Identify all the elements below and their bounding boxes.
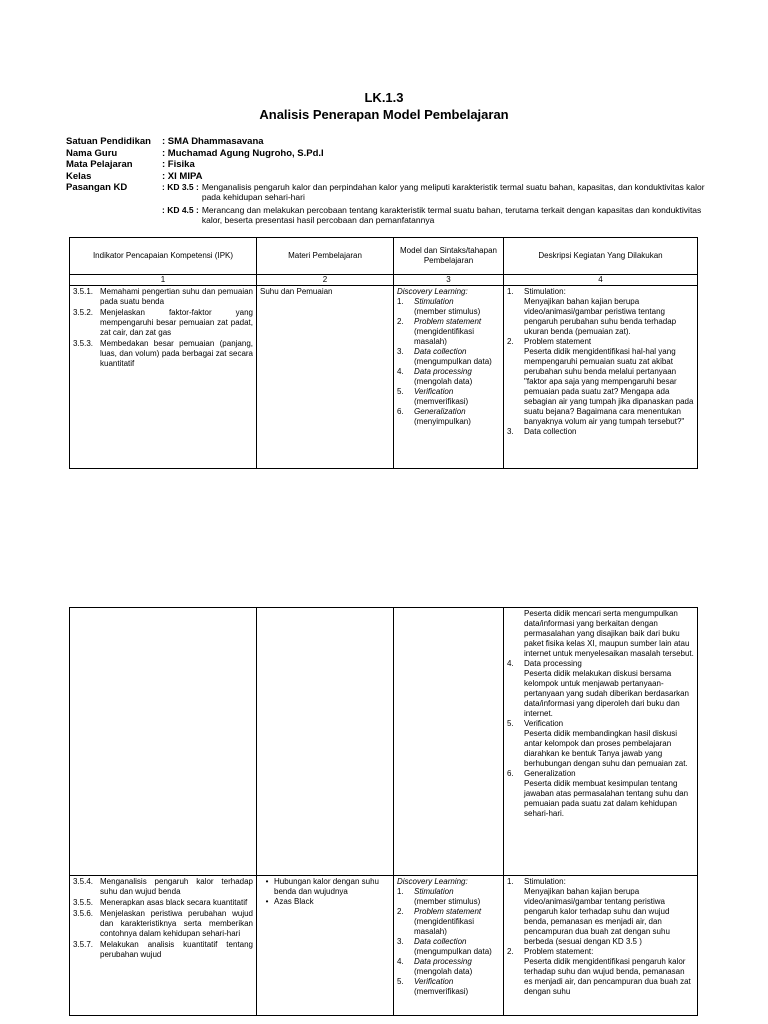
step-number: 6. — [397, 407, 404, 416]
step-sub: (mengumpulkan data) — [414, 947, 492, 956]
description-title: Generalization — [524, 769, 576, 778]
bullet-icon: • — [265, 897, 269, 906]
step-item — [397, 977, 500, 997]
document-code: LK.1.3 — [364, 90, 404, 105]
bullet-icon: • — [265, 877, 269, 886]
indicator-item — [73, 940, 253, 960]
description-title: Problem statement — [524, 337, 592, 346]
step-number: 5. — [397, 977, 404, 986]
meta-label: Kelas — [66, 170, 92, 182]
kd-text: Merancang dan melakukan percobaan tentang karakteristik termal suatu bahan, terutama terkait dengan kapasitas dan konduktivitas kalor, beserta presentasi hasil percobaan dan pemanfatannya — [201, 205, 702, 225]
description-title: Data collection — [524, 427, 577, 436]
description-item — [507, 769, 694, 779]
indicator-cell — [70, 608, 257, 876]
step-name: Problem statement — [414, 317, 482, 326]
step-item — [397, 887, 500, 907]
step-item — [397, 297, 500, 317]
step-sub: (member stimulus) — [414, 307, 481, 316]
description-title: Problem statement: — [524, 947, 594, 956]
analysis-table-continued — [69, 607, 698, 1016]
indicator-number: 3.5.5. — [73, 898, 94, 907]
step-sub: (mengidentifikasi masalah) — [414, 917, 475, 936]
step-sub: (mengolah data) — [414, 967, 473, 976]
indicator-text: Menjelaskan peristiwa perubahan wujud dan karakteristiknya serta memberikan contohnya dalam kehidupan sehari-hari — [100, 909, 253, 938]
description-number: 1. — [507, 877, 514, 886]
indicator-cell — [70, 876, 257, 1016]
column-number: 3 — [394, 275, 504, 286]
column-number-row — [70, 275, 698, 286]
description-cell — [504, 286, 698, 469]
step-number: 1. — [397, 297, 404, 306]
indicator-number: 3.5.6. — [73, 909, 94, 918]
indicator-item — [73, 308, 253, 338]
step-name: Verification — [414, 977, 454, 986]
model-cell — [394, 286, 504, 469]
kd-code: : KD 3.5 : — [162, 182, 199, 192]
meta-label: Satuan Pendidikan — [66, 136, 151, 147]
indicator-item — [73, 287, 253, 307]
step-number: 4. — [397, 367, 404, 376]
document-page-1 — [0, 0, 768, 500]
materi-cell — [257, 876, 394, 1016]
step-number: 4. — [397, 957, 404, 966]
step-name: Data collection — [414, 347, 467, 356]
kd-item — [162, 205, 706, 225]
column-header: Model dan Sintaks/tahapan Pembelajaran — [394, 238, 504, 275]
description-title: Verification — [524, 719, 564, 728]
indicator-number: 3.5.1. — [73, 287, 94, 296]
step-name: Stimulation — [414, 297, 454, 306]
step-item — [397, 407, 500, 427]
indicator-item — [73, 898, 253, 908]
step-sub: (mengumpulkan data) — [414, 357, 492, 366]
description-number: 2. — [507, 337, 514, 346]
indicator-text: Membedakan besar pemuaian (panjang, luas, dan volum) pada berbagai zat secara kuantitatif — [100, 339, 253, 368]
table-row — [70, 876, 698, 1016]
step-name: Verification — [414, 387, 454, 396]
table-row — [70, 286, 698, 469]
description-body: Menyajikan bahan kajian berupa video/animasi/gambar tentang peristiwa pengaruh kalor terhadap suhu dan wujud benda, pemanasan es menjadi air, dan pencampuran dua buah zat dengan suhu berbeda (sesuai dengan KD 3.5 ) — [524, 887, 670, 946]
step-item — [397, 387, 500, 407]
indicator-text: Menjelaskan faktor-faktor yang mempengaruhi besar pemuaian zat padat, zat cair, dan zat gas — [100, 308, 253, 337]
indicator-text: Menganalisis pengaruh kalor terhadap suhu dan wujud benda — [100, 877, 253, 896]
indicator-number: 3.5.7. — [73, 940, 94, 949]
description-item — [507, 947, 694, 957]
step-sub: (memverifikasi) — [414, 397, 469, 406]
meta-value: : XI MIPA — [162, 170, 203, 182]
analysis-table — [69, 237, 698, 469]
description-body: Peserta didik mengidentifikasi hal-hal yang mempengaruhi pemuaian suatu zat akibat perubahan suhu benda melalui pertanyaan "faktor apa saja yang mempengaruhi besar pemuaian pada suatu zat? Mengapa ada sebagian air yang tumpah jika dipanaskan pada suatu bejana? Bagaimana cara menentukan banyaknya volum air yang tumpah tersebut?" — [524, 347, 694, 426]
page-gap — [0, 500, 768, 607]
materi-cell — [257, 608, 394, 876]
document-page-2 — [0, 607, 768, 1024]
kd-item — [162, 182, 706, 202]
column-number: 2 — [257, 275, 394, 286]
description-cell — [504, 608, 698, 876]
indicator-number: 3.5.4. — [73, 877, 94, 886]
description-body: Peserta didik membuat kesimpulan tentang jawaban atas permasalahan tentang suhu dan pemuaian pada suatu zat dalam kehidupan sehari-hari. — [524, 779, 689, 818]
step-sub: (member stimulus) — [414, 897, 481, 906]
kd-list — [162, 182, 706, 225]
step-item — [397, 907, 500, 937]
description-number: 3. — [507, 427, 514, 436]
materi-item — [260, 897, 390, 907]
meta-label: Mata Pelajaran — [66, 159, 133, 170]
description-item — [507, 659, 694, 669]
description-body: Peserta didik membandingkan hasil diskusi antar kelompok dan proses pembelajaran diarahkan ke bentuk Tanya jawab yang berhubungan dengan suhu dan pemuaian zat. — [524, 729, 688, 768]
table-row — [70, 608, 698, 876]
step-name: Problem statement — [414, 907, 482, 916]
description-number: 4. — [507, 659, 514, 668]
description-title: Data processing — [524, 659, 582, 668]
description-cell — [504, 876, 698, 1016]
document-title: Analisis Penerapan Model Pembelajaran — [259, 107, 509, 122]
indicator-number: 3.5.3. — [73, 339, 94, 348]
indicator-text: Menerapkan asas black secara kuantitatif — [100, 898, 248, 907]
kd-text: Menganalisis pengaruh kalor dan perpindahan kalor yang meliputi karakteristik termal suatu bahan, kapasitas, dan konduktivitas kalor pada kehidupan sehari-hari — [201, 182, 705, 202]
step-name: Data collection — [414, 937, 467, 946]
description-body: Peserta didik mengidentifikasi pengaruh kalor terhadap suhu dan wujud benda, pemanasan es menjadi air, dan pencampuran dua buah zat dengan suhu — [524, 957, 691, 996]
description-body: Peserta didik melakukan diskusi bersama kelompok untuk menjawab pertanyaan-pertanyaan yang sudah diberikan berdasarkan data/informasi yang diperoleh dari buku dan internet. — [524, 669, 690, 718]
step-name: Stimulation — [414, 887, 454, 896]
kd-code: : KD 4.5 : — [162, 205, 199, 215]
description-number: 6. — [507, 769, 514, 778]
column-header: Indikator Pencapaian Kompetensi (IPK) — [70, 238, 257, 275]
step-item — [397, 937, 500, 957]
description-item — [507, 427, 694, 437]
description-item — [507, 877, 694, 887]
materi-text: Hubungan kalor dengan suhu benda dan wujudnya — [274, 877, 379, 896]
indicator-item — [73, 877, 253, 897]
materi-cell: Suhu dan Pemuaian — [257, 286, 394, 469]
step-sub: (memverifikasi) — [414, 987, 469, 996]
step-number: 1. — [397, 887, 404, 896]
column-number: 1 — [70, 275, 257, 286]
description-body: Peserta didik mencari serta mengumpulkan data/informasi yang berkaitan dengan permasalahan yang disajikan baik dari buku paket fisika kelas XI, maupun sumber lain atau internet untuk menyelesaikan masalah tersebut. — [524, 609, 694, 658]
description-item — [507, 287, 694, 297]
table-header-row — [70, 238, 698, 275]
model-cell — [394, 876, 504, 1016]
step-number: 3. — [397, 347, 404, 356]
step-name: Data processing — [414, 957, 472, 966]
step-number: 2. — [397, 907, 404, 916]
indicator-item — [73, 909, 253, 939]
meta-row — [66, 148, 706, 160]
indicator-text: Memahami pengertian suhu dan pemuaian pada suatu benda — [100, 287, 253, 306]
description-item — [507, 337, 694, 347]
step-sub: (mengidentifikasi masalah) — [414, 327, 475, 346]
step-item — [397, 347, 500, 367]
step-item — [397, 317, 500, 347]
model-title: Discovery Learning: — [397, 877, 468, 886]
meta-row — [66, 136, 706, 148]
meta-row — [66, 171, 706, 183]
column-number: 4 — [504, 275, 698, 286]
step-sub: (mengolah data) — [414, 377, 473, 386]
step-item — [397, 957, 500, 977]
description-item — [507, 719, 694, 729]
meta-value: : SMA Dhammasavana — [162, 136, 264, 147]
column-header: Deskripsi Kegiatan Yang Dilakukan — [504, 238, 698, 275]
step-number: 5. — [397, 387, 404, 396]
description-number: 5. — [507, 719, 514, 728]
identity-block — [66, 136, 706, 225]
meta-value: : Muchamad Agung Nugroho, S.Pd.I — [162, 147, 324, 159]
description-title: Stimulation: — [524, 877, 566, 886]
meta-label: Pasangan KD — [66, 182, 128, 193]
indicator-text: Melakukan analisis kuantitatif tentang perubahan wujud — [100, 940, 253, 959]
materi-item — [260, 877, 390, 897]
description-number: 2. — [507, 947, 514, 956]
step-name: Generalization — [414, 407, 466, 416]
model-title: Discovery Learning: — [397, 287, 468, 296]
indicator-number: 3.5.2. — [73, 308, 94, 317]
meta-value: : Fisika — [162, 159, 195, 170]
meta-row — [66, 182, 706, 225]
step-number: 3. — [397, 937, 404, 946]
step-item — [397, 367, 500, 387]
column-header: Materi Pembelajaran — [257, 238, 394, 275]
step-name: Data processing — [414, 367, 472, 376]
description-title: Stimulation: — [524, 287, 566, 296]
step-number: 2. — [397, 317, 404, 326]
meta-row — [66, 159, 706, 171]
description-body: Menyajikan bahan kajian berupa video/animasi/gambar peristiwa tentang pengaruh perubahan suhu benda terhadap ukuran benda (pemuaian zat). — [524, 297, 677, 336]
description-number: 1. — [507, 287, 514, 296]
meta-label: Nama Guru — [66, 147, 118, 159]
indicator-item — [73, 339, 253, 369]
step-sub: (menyimpulkan) — [414, 417, 471, 426]
indicator-cell — [70, 286, 257, 469]
model-cell — [394, 608, 504, 876]
materi-text: Azas Black — [274, 897, 314, 906]
